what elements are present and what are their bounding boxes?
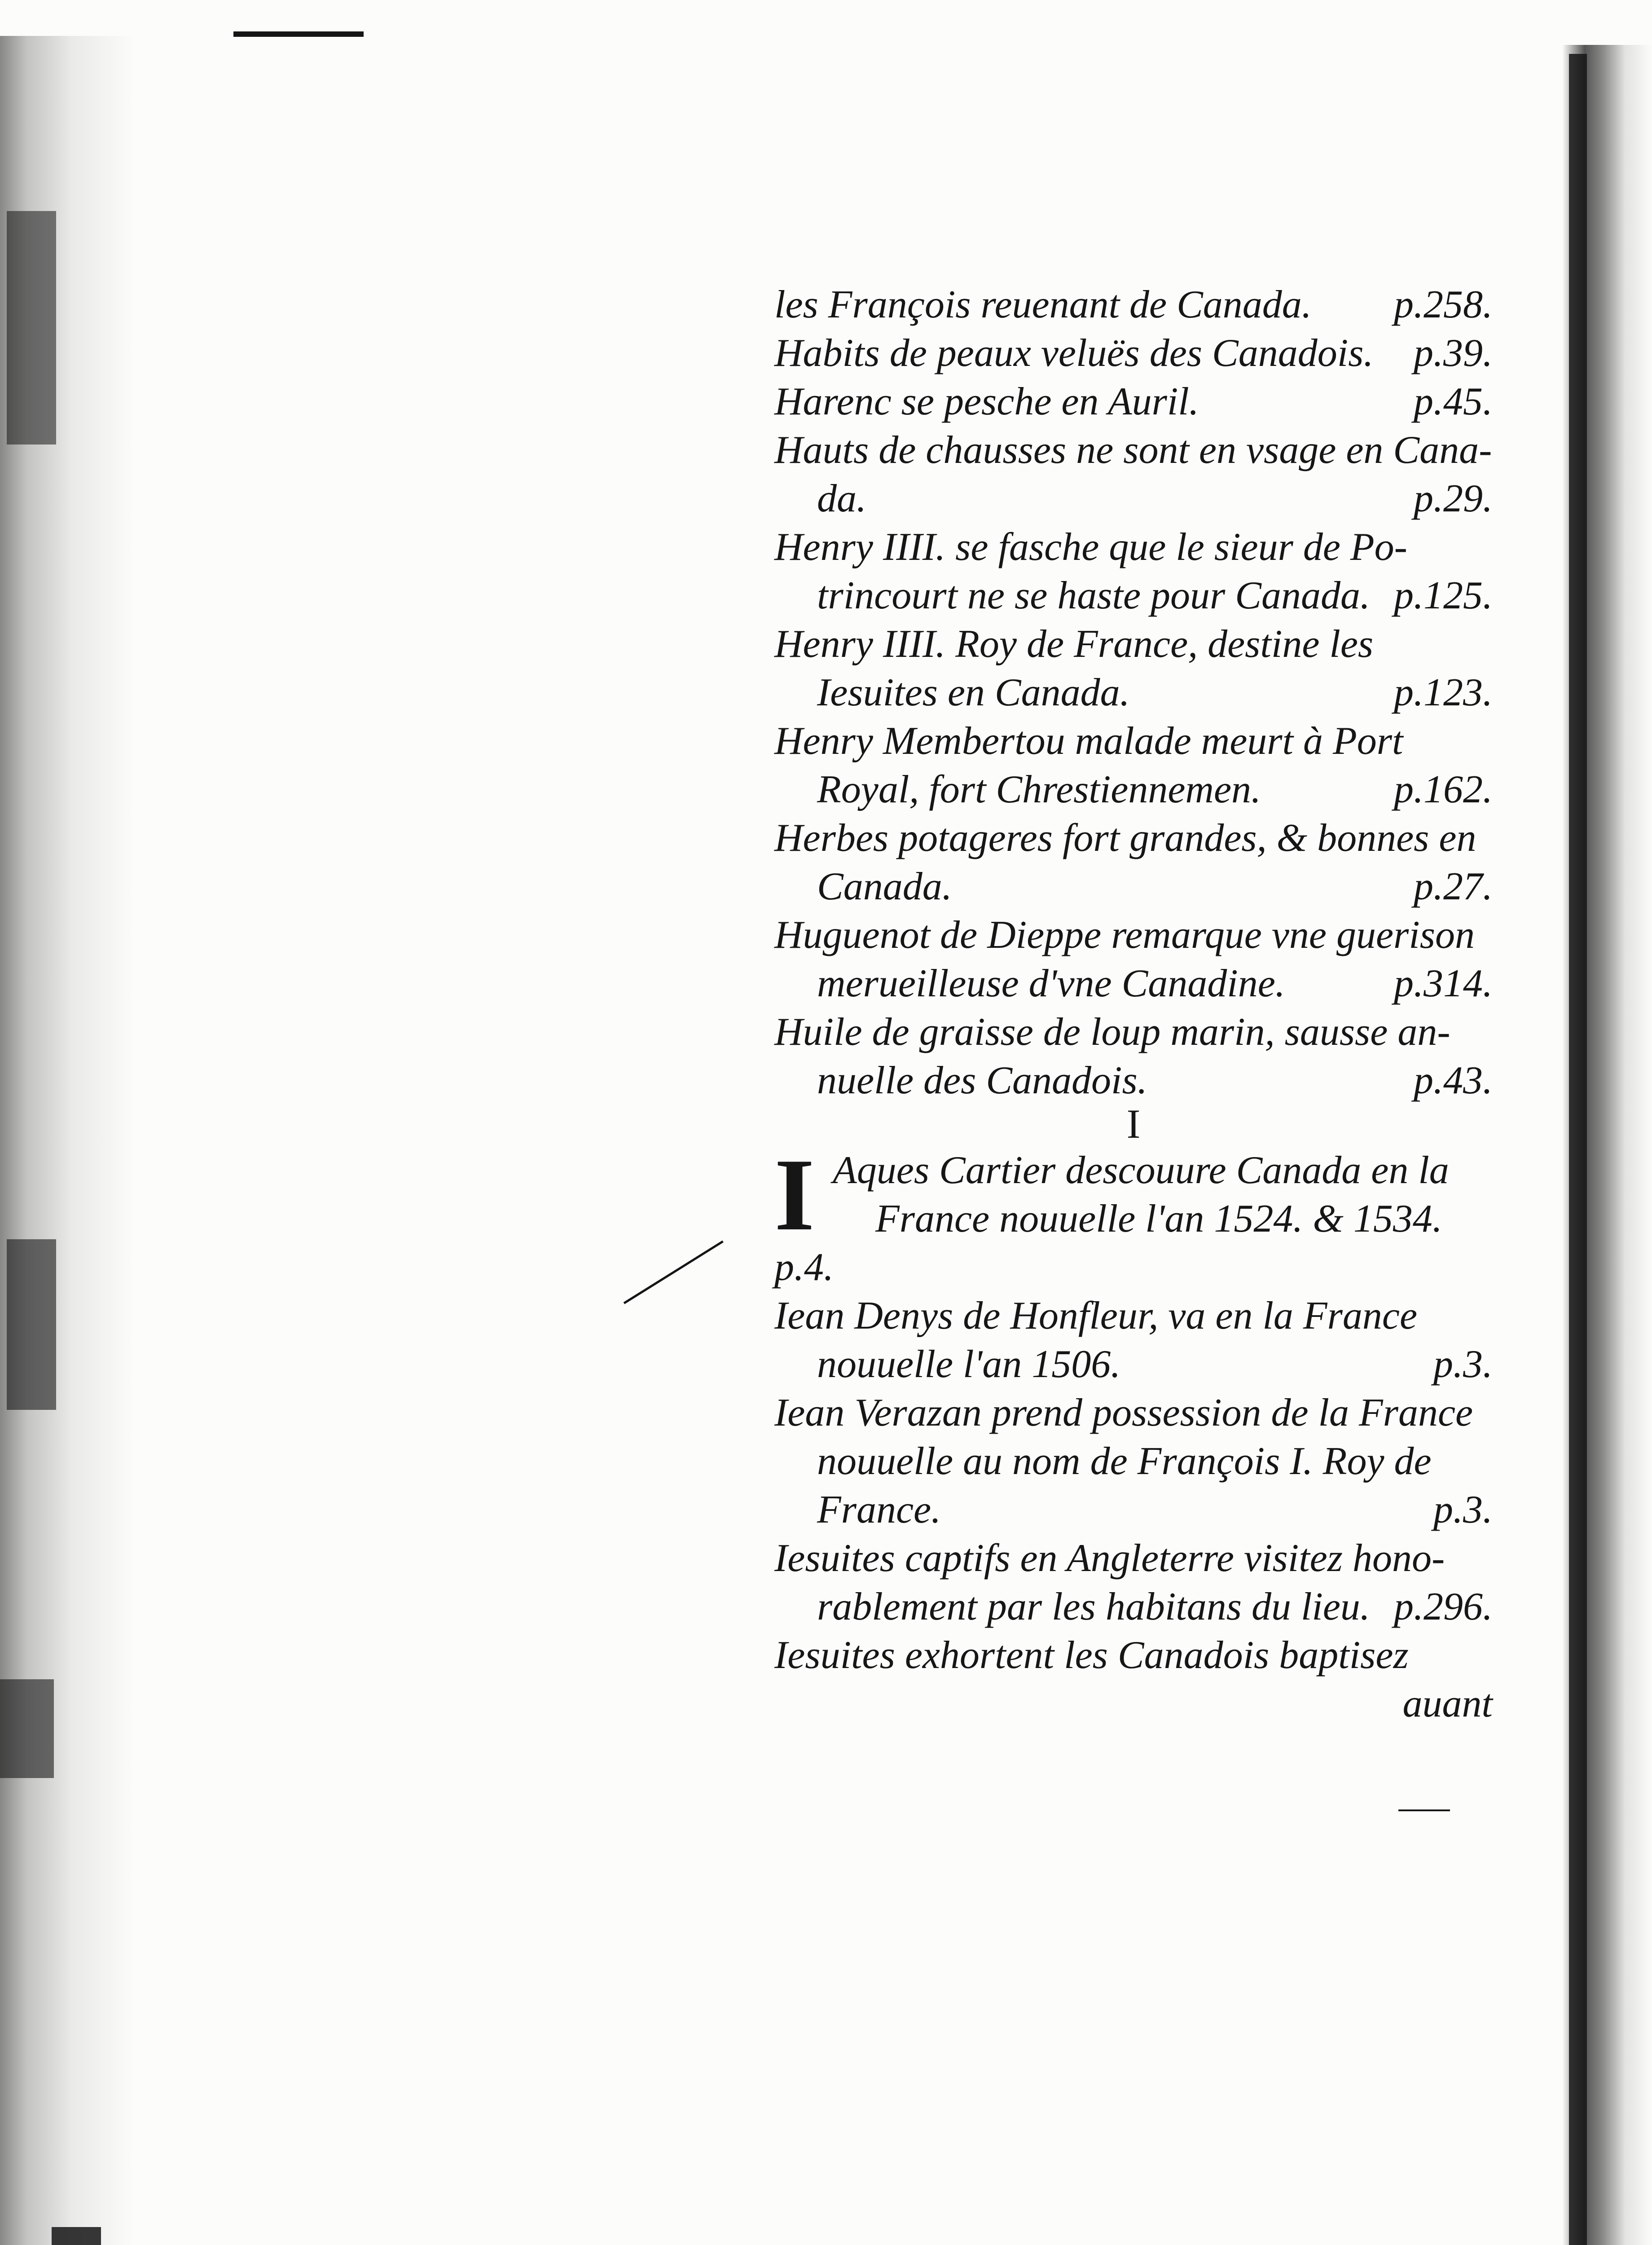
page-reference: p.43. <box>1414 1059 1493 1102</box>
entry-text: France nouuelle l'an 1524. & 1534. <box>875 1197 1442 1241</box>
entry-text: les François reuenant de Canada. <box>774 283 1312 326</box>
entry-text: Huguenot de Dieppe remarque vne guerison <box>774 913 1475 957</box>
entry-text: Canada. <box>817 865 952 908</box>
page-reference: p.162. <box>1394 768 1493 811</box>
page-reference: p.296. <box>1394 1585 1493 1629</box>
page-reference: p.314. <box>1394 962 1493 1005</box>
drop-cap: I <box>774 1137 815 1252</box>
page-reference: p.258. <box>1394 283 1493 326</box>
scan-artifact <box>7 1239 56 1410</box>
page-reference: p.125. <box>1394 574 1493 617</box>
entry-text: France. <box>817 1488 941 1532</box>
entry-text: Iesuites captifs en Angleterre visitez hono- <box>774 1536 1445 1580</box>
entry-text: Huile de graisse de loup marin, sausse an- <box>774 1010 1450 1054</box>
entry-text: trincourt ne se haste pour Canada. <box>817 574 1370 617</box>
page-reference: p.29. <box>1414 477 1493 520</box>
index-entry <box>774 620 1493 717</box>
entry-text: nouuelle l'an 1506. <box>817 1343 1121 1386</box>
section-heading-letter: I <box>1126 1101 1141 1147</box>
stray-stroke <box>624 1241 724 1304</box>
catchword: auant <box>1402 1682 1493 1726</box>
index-entry <box>774 281 1493 329</box>
right-edge-band <box>1569 54 1587 2245</box>
page-reference: p.27. <box>1414 865 1493 908</box>
entry-text: rablement par les habitans du lieu. <box>817 1585 1370 1629</box>
index-entry <box>774 814 1493 911</box>
page-reference: p.3. <box>1433 1343 1493 1386</box>
index-entry-dropcap <box>774 1137 1493 1292</box>
entry-text: Royal, fort Chrestiennemen. <box>817 768 1261 811</box>
page-reference: p.123. <box>1394 671 1493 714</box>
entry-text: Iean Verazan prend possession de la France <box>774 1391 1473 1435</box>
entry-text: Iean Denys de Honfleur, va en la France <box>774 1294 1418 1338</box>
entry-text: Iesuites en Canada. <box>817 671 1130 714</box>
index-entry <box>774 329 1493 378</box>
entry-text: Herbes potageres fort grandes, & bonnes en <box>774 816 1476 860</box>
index-entry <box>774 1389 1493 1534</box>
entry-text: Harenc se pesche en Auril. <box>774 380 1199 423</box>
page-reference: p.39. <box>1414 331 1493 375</box>
entry-text: da. <box>817 477 866 520</box>
index-entry <box>774 523 1493 620</box>
index-entry <box>774 717 1493 814</box>
entry-text: merueilleuse d'vne Canadine. <box>817 962 1285 1005</box>
index-entry <box>774 1631 1493 1680</box>
index-entry <box>774 911 1493 1008</box>
page-reference: p.3. <box>1433 1488 1493 1532</box>
entry-text: Habits de peaux veluës des Canadois. <box>774 331 1374 375</box>
scan-artifact <box>233 31 364 37</box>
entry-text: Aques Cartier descouure Canada en la <box>833 1149 1449 1192</box>
entry-text: Iesuites exhortent les Canadois baptisez <box>774 1633 1409 1677</box>
entry-text: nouuelle au nom de François I. Roy de <box>817 1439 1432 1483</box>
page-reference: p.4. <box>774 1246 834 1289</box>
index-entry <box>774 1534 1493 1631</box>
entry-text: Henry IIII. Roy de France, destine les <box>774 622 1374 666</box>
entry-text: Hauts de chausses ne sont en vsage en Cana- <box>774 428 1492 472</box>
index-entry <box>774 378 1493 426</box>
entry-text: Henry Membertou malade meurt à Port <box>774 719 1403 763</box>
page-reference: p.45. <box>1414 380 1493 423</box>
index-text-block <box>774 281 1493 1728</box>
index-entry <box>774 1008 1493 1105</box>
catchword-rule <box>1398 1809 1450 1811</box>
scan-artifact <box>7 211 56 445</box>
entry-text: nuelle des Canadois. <box>817 1059 1147 1102</box>
index-entry <box>774 426 1493 523</box>
index-entry <box>774 1292 1493 1389</box>
entry-text: Henry IIII. se fasche que le sieur de Po- <box>774 525 1407 569</box>
scan-artifact <box>52 2227 101 2245</box>
scan-artifact <box>0 1679 54 1778</box>
